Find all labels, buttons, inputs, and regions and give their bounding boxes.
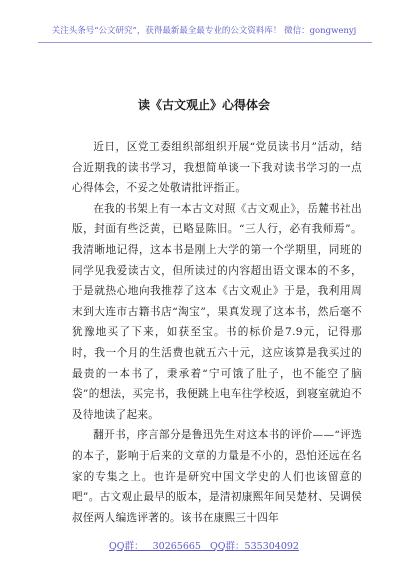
- header-banner: 关注头条号“公文研究”，获得最新最全最专业的公文资料库！ 微信：gongwenyj: [51, 26, 357, 36]
- header-divider: [38, 42, 372, 43]
- paragraph: 近日，区党工委组织部组织开展“党员读书月”活动，结合近期我的读书学习，我想简单谈一下我对读书学习的一点心得体会，不妥之处敬请批评指正。: [72, 141, 362, 195]
- paragraph: 翻开书，序言部分是鲁迅先生对这本书的评价——“评选的本子，影响于后来的文章的力量是不小的，恐怕还远在名家的专集之上。也许是研究中国文学史的人们也该留意的吧”。古文观止最早的版本，是清初康熙年间吴楚材、吴调侯叔侄两人编选评著的。该书在康熙三十四年: [72, 429, 362, 524]
- paragraph: 在我的书架上有一本古文对照《古文观止》，岳麓书社出版，封面有些泛黄，已略显陈旧。“三人行，必有我师焉”。我清晰地记得，这本书是刚上大学的第一个学期里，同班的同学见我爱读古文，但所读过的内容超出语文课本的不多，于是就热心地向我推荐了这本《古文观止》于是，我利用周末到大连市古籍书店“淘宝”，果真发现了这本书，然后毫不犹豫地买了下来，如获至宝。书的标价是7.9元，记得那时，我一个月的生活费也就五六十元，这应该算是我买过的最贵的一本书了，秉承着“宁可饿了肚子，也不能空了脑袋”的想法，买完书，我便跳上电车往学校返，到寝室就迫不及待地读了起来。: [72, 202, 362, 421]
- document-title: 读《古文观止》心得体会: [137, 98, 270, 112]
- footer-contact: QQ群： 30265665 QQ群：535304092: [109, 541, 299, 552]
- document-body: [72, 137, 362, 528]
